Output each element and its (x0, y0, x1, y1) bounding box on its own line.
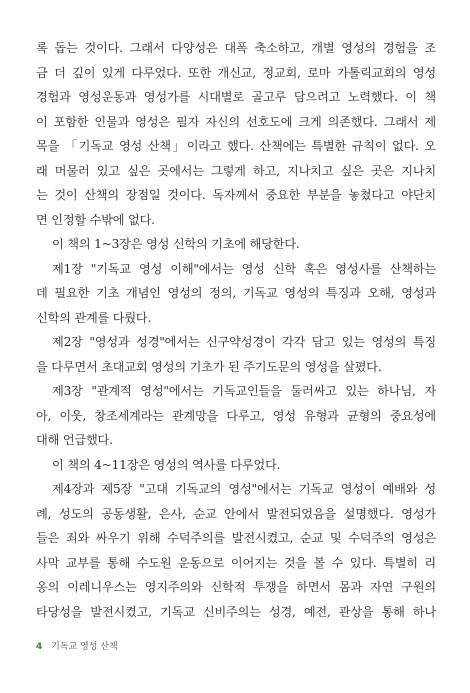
text-line: 래 머물러 있고 싶은 곳에서는 그렇게 하고, 지나치고 싶은 곳은 지나치 (36, 163, 436, 178)
text-line: 데 필요한 기초 개념인 영성의 정의, 기독교 영성의 특징과 오해, 영성과 (36, 286, 436, 300)
paragraph-line: 제4장과 제5장 "고대 기독교의 영성"에서는 기독교 영성이 예배와 성 (52, 482, 436, 496)
text-line: 아, 이웃, 창조세계라는 관계망을 다루고, 영성 유형과 균형의 중요성에 (36, 408, 436, 423)
body-text (36, 36, 436, 624)
running-title: 기독교 영성 산책 (51, 642, 118, 652)
text-line: 옹의 이레니우스는 영지주의와 신학적 투쟁을 하면서 몸과 자연 구원의 (36, 580, 436, 594)
text-line: 경험과 영성운동과 영성가를 시대별로 골고루 담으려고 노력했다. 이 책 (36, 90, 436, 104)
text-line: 사막 교부를 통해 수도원 운동으로 이어지는 것을 볼 수 있다. 특별히 리 (36, 555, 436, 570)
text-line: 대해 언급했다. (36, 433, 113, 447)
text-line: 이 포함한 인물과 영성은 필자 자신의 선호도에 크게 의존했다. 그래서 제 (36, 114, 436, 129)
text-line: 는 것이 산책의 장점일 것이다. 독자께서 중요한 부분을 놓쳤다고 야단치 (36, 188, 436, 202)
paragraph-line: 제3장 "관계적 영성"에서는 기독교인들을 둘러싸고 있는 하나님, 자 (52, 384, 436, 398)
text-line: 목을 「기독교 영성 산책」이라고 했다. 산책에는 특별한 규칙이 없다. 오 (36, 139, 436, 153)
text-line: 들은 죄와 싸우기 위해 수덕주의를 발전시켰고, 순교 및 수덕주의 영성은 (36, 531, 436, 545)
text-line: 을 다루면서 초대교회 영성의 기초가 된 주기도문의 영성을 살폈다. (36, 359, 382, 374)
text-line: 신학의 관계를 다뤘다. (36, 310, 152, 325)
text-line: 록 돕는 것이다. 그래서 다양성은 대폭 축소하고, 개별 영성의 경험을 조 (36, 41, 436, 55)
page-footer (36, 639, 118, 652)
text-line: 례, 성도의 공동생활, 은사, 순교 안에서 발전되었음을 설명했다. 영성가 (36, 506, 436, 521)
paragraph-line: 제1장 "기독교 영성 이해"에서는 영성 신학 혹은 영성사를 산책하는 (52, 261, 436, 276)
paragraph-line: 제2장 "영성과 성경"에서는 신구약성경이 각각 담고 있는 영성의 특징 (52, 335, 436, 349)
text-line: 면 인정할 수밖에 없다. (36, 212, 155, 227)
paragraph-line: 이 책의 4~11장은 영성의 역사를 다루었다. (52, 457, 281, 472)
text-line: 금 더 깊이 있게 다루었다. 또한 개신교, 정교회, 로마 가톨릭교회의 영성 (36, 65, 436, 80)
paragraph-line: 이 책의 1~3장은 영성 신학의 기초에 해당한다. (52, 237, 300, 251)
text-line: 타당성을 발전시켰고, 기독교 신비주의는 성경, 예전, 관상을 통해 하나 (36, 604, 436, 619)
page-number: 4 (36, 642, 43, 652)
